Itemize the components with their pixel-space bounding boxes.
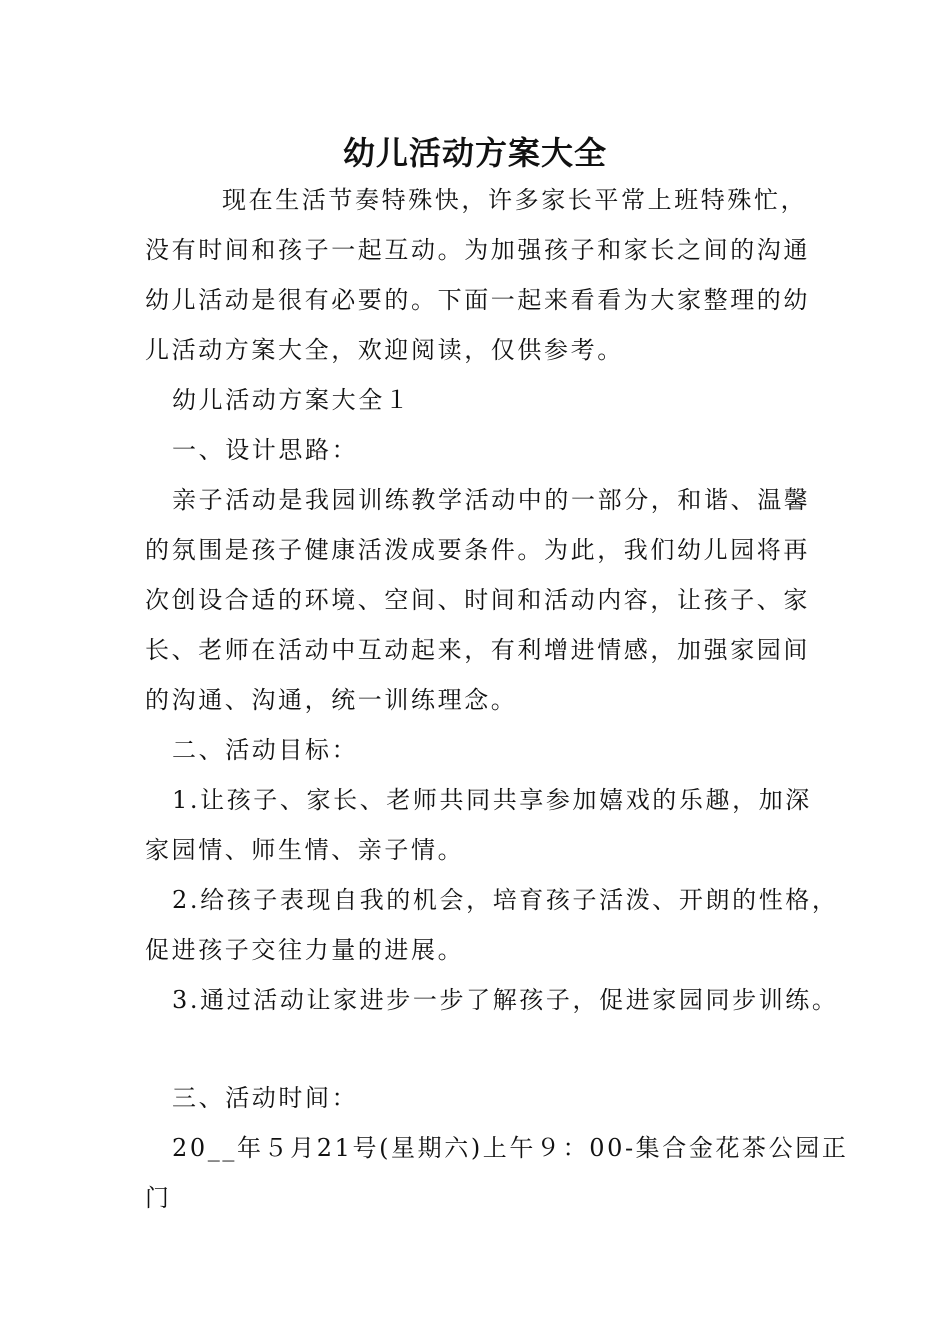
paragraph-line: 幼儿活动是很有必要的。下面一起来看看为大家整理的幼 — [145, 286, 810, 314]
paragraph-line: 没有时间和孩子一起互动。为加强孩子和家长之间的沟通 — [145, 236, 810, 264]
paragraph-line: 门 — [145, 1184, 172, 1212]
paragraph-line: 的氛围是孩子健康活泼成要条件。为此，我们幼儿园将再 — [145, 536, 810, 564]
document-title: 幼儿活动方案大全 — [342, 134, 607, 172]
section-heading: 幼儿活动方案大全１ — [172, 386, 412, 414]
section-heading: 三、活动时间： — [172, 1084, 359, 1112]
paragraph-line: 长、老师在活动中互动起来，有利增进情感，加强家园间 — [145, 636, 810, 664]
list-item-continuation: 促进孩子交往力量的进展。 — [145, 936, 465, 964]
paragraph-line: 儿活动方案大全，欢迎阅读，仅供参考。 — [145, 336, 624, 364]
list-item: 2.给孩子表现自我的机会，培育孩子活泼、开朗的性格， — [172, 886, 839, 914]
section-heading: 二、活动目标： — [172, 736, 359, 764]
section-heading: 一、设计思路： — [172, 436, 359, 464]
paragraph-line: 的沟通、沟通，统一训练理念。 — [145, 686, 518, 714]
paragraph-line: 亲子活动是我园训练教学活动中的一部分，和谐、温馨 — [172, 486, 811, 514]
paragraph-line: 现在生活节奏特殊快，许多家长平常上班特殊忙， — [222, 186, 808, 214]
list-item: 1.让孩子、家长、老师共同共享参加嬉戏的乐趣，加深 — [172, 786, 812, 814]
list-item-continuation: 家园情、师生情、亲子情。 — [145, 836, 465, 864]
paragraph-line: 20__年５月21号(星期六)上午９：00-集合金花茶公园正 — [172, 1134, 849, 1162]
paragraph-line: 次创设合适的环境、空间、时间和活动内容，让孩子、家 — [145, 586, 810, 614]
list-item: 3.通过活动让家进步一步了解孩子，促进家园同步训练。 — [172, 986, 839, 1014]
